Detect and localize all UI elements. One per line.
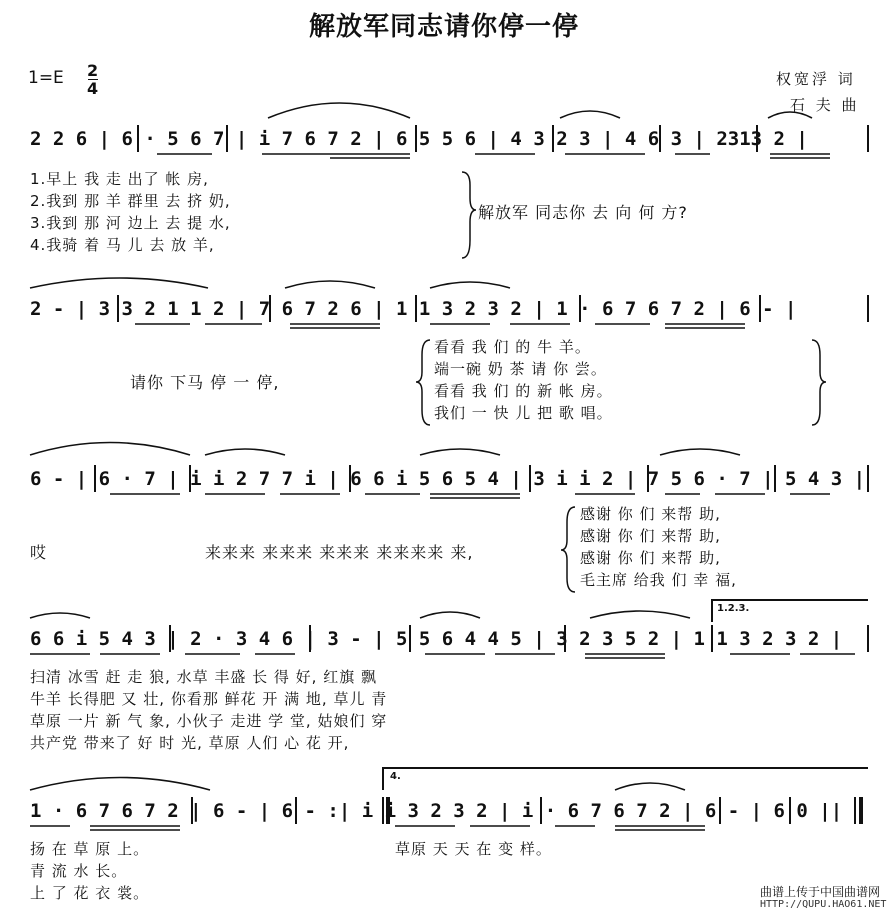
volta-1-2-3: 1.2.3. — [717, 603, 750, 614]
verse-1-line: 1.早上 我 走 出了 帐 房, — [30, 170, 209, 188]
verse-4-line: 共产党 带来了 好 时 光, 草原 人们 心 花 开, — [30, 734, 350, 752]
notation-row-4: 6 6 i 5 4 3 | 2 · 3 4 6 | 3 - | 5 5 6 4 4 5 | 3 2 3 5 2 | 1 1 3 2 3 2 | — [30, 628, 843, 650]
verse-2-line: 青 流 水 长。 — [30, 862, 128, 880]
volta-4: 4. — [390, 771, 401, 782]
verse-1-line: 扬 在 草 原 上。 — [30, 840, 150, 858]
ending-lyric: 草原 天 天 在 变 样。 — [395, 840, 552, 858]
composer-credit: 石 夫 曲 — [790, 96, 860, 114]
watermark-url: HTTP://QUPU.HAO61.NET — [760, 899, 887, 910]
verse-2-line: 2.我到 那 羊 群里 去 挤 奶, — [30, 192, 231, 210]
verse-lyrics-row-4 — [30, 666, 387, 754]
lyricist-credit: 权宽浮 词 — [776, 70, 856, 88]
watermark-text: 曲谱上传于中国曲谱网 — [760, 885, 881, 899]
notation-row-5: 1 · 6 7 6 7 2 | 6 - | 6 - :| i i 3 2 3 2 | i · 6 7 6 7 2 | 6 - | 6 0 || — [30, 800, 843, 822]
time-signature-bottom: 4 — [87, 79, 99, 98]
verse-2-line: 牛羊 长得肥 又 壮, 你看那 鲜花 开 满 地, 草儿 青 — [30, 690, 388, 708]
key-signature: 1=E — [28, 68, 64, 88]
verse-3-line: 3.我到 那 河 边上 去 提 水, — [30, 214, 231, 232]
song-title: 解放军同志请你停一停 — [308, 12, 579, 42]
lead-lyric-row-3b: 来来来 来来来 来来来 来来来来 来, — [205, 543, 474, 562]
verse-1-line: 感谢 你 们 来帮 助, — [580, 505, 721, 523]
verse-3-line: 感谢 你 们 来帮 助, — [580, 549, 721, 567]
verse-lyrics-row-2 — [434, 336, 613, 424]
verse-2-line: 端一碗 奶 茶 请 你 尝。 — [434, 360, 607, 378]
verse-4-line: 我们 一 快 儿 把 歌 唱。 — [434, 404, 613, 422]
notation-row-2: 2 - | 3 3 2 1 1 2 | 7 6 7 2 6 | 1 1 3 2 3 2 | 1 · 6 7 6 7 2 | 6 - | — [30, 298, 797, 320]
lead-lyric-row-2: 请你 下马 停 一 停, — [130, 373, 280, 392]
verse-1-line: 看看 我 们 的 牛 羊。 — [434, 338, 591, 356]
verse-4-line: 毛主席 给我 们 幸 福, — [580, 571, 737, 589]
verse-lyrics-row-3 — [580, 503, 737, 591]
chorus-line: 解放军 同志你 去 向 何 方? — [478, 203, 688, 222]
verse-3-line: 草原 一片 新 气 象, 小伙子 走进 学 堂, 姑娘们 穿 — [30, 712, 388, 730]
lead-lyric-row-3a: 哎 — [30, 543, 48, 562]
time-signature-top: 2 — [87, 61, 99, 80]
notation-row-3: 6 - | 6 · 7 | i i 2 7 7 i | 6 6 i 5 6 5 4 | 3 i i 2 | 7 5 6 · 7 | 5 4 3 | — [30, 468, 866, 490]
notation-row-1: 2 2 6 | 6 · 5 6 7 | i 7 6 7 2 | 6 5 5 6 | 4 3 2 3 | 4 6 3 | 2313 2 | — [30, 128, 808, 150]
verse-4-line: 4.我骑 着 马 儿 去 放 羊, — [30, 236, 215, 254]
verse-lyrics-row-5 — [30, 838, 149, 904]
verse-2-line: 感谢 你 们 来帮 助, — [580, 527, 721, 545]
verse-lyrics-row-1 — [30, 168, 231, 256]
verse-1-line: 扫清 冰雪 赶 走 狼, 水草 丰盛 长 得 好, 红旗 飘 — [30, 668, 377, 686]
verse-3-line: 看看 我 们 的 新 帐 房。 — [434, 382, 613, 400]
verse-3-line: 上 了 花 衣 裳。 — [30, 884, 150, 902]
